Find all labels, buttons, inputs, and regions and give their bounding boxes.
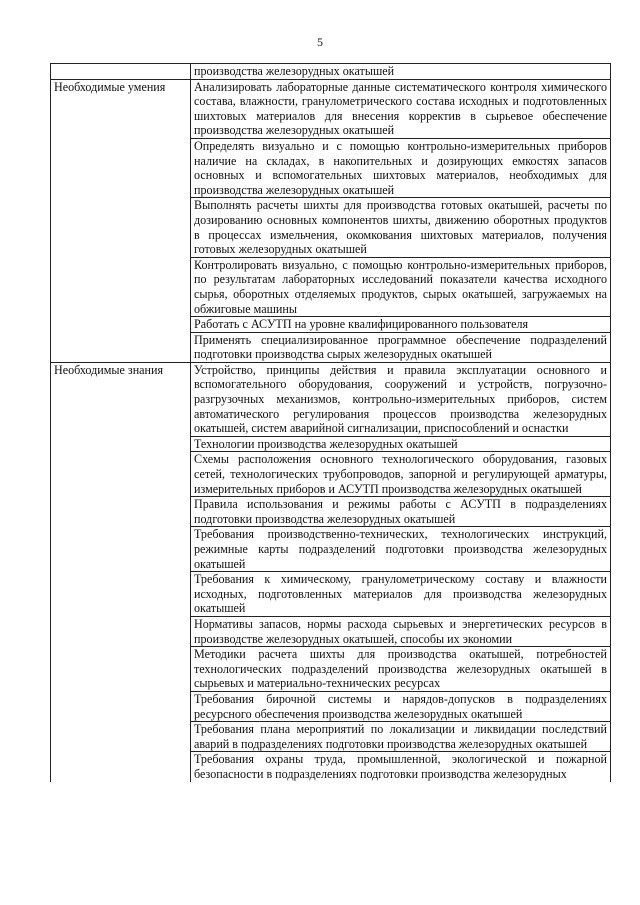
table-row <box>51 362 611 436</box>
table-cell: Технологии производства железорудных окатышей <box>191 436 611 452</box>
table-cell: Нормативы запасов, нормы расхода сырьевых и энергетических ресурсов в производстве железорудных окатышей, способы их экономии <box>191 616 611 646</box>
table-cell: Требования плана мероприятий по локализации и ликвидации последствий аварий в подразделениях подготовки производства железорудных окатышей <box>191 722 611 752</box>
table-row <box>51 64 611 80</box>
table-cell: Требования производственно-технических, технологических инструкций, режимные карты подразделений подготовки производства железорудных окатышей <box>191 527 611 572</box>
row-label <box>51 64 191 80</box>
table-cell: Контролировать визуально, с помощью контрольно-измерительных приборов, по результатам лабораторных исследований показатели качества исходного сырья, оборотных отделяемых продуктов, сырых окатышей, загружаемых на обжиговые машины <box>191 257 611 316</box>
row-label-knowledge: Необходимые знания <box>51 362 191 781</box>
table-cell: Устройство, принципы действия и правила эксплуатации основного и вспомогательного оборудования, сооружений и устройств, погрузочно-разгрузочных механизмов, контрольно-измерительных приборов, систем автоматического регулирования процессов производства железорудных окатышей, систем аварийной сигнализации, приспособлений и оснастки <box>191 362 611 436</box>
table-cell: Требования к химическому, гранулометрическому составу и влажности исходных, подготовленных материалов для производства железорудных окатышей <box>191 572 611 617</box>
table-row <box>51 79 611 138</box>
table-cell: Требования охраны труда, промышленной, экологической и пожарной безопасности в подразделениях подготовки производства железорудных <box>191 752 611 782</box>
table-cell: производства железорудных окатышей <box>191 64 611 80</box>
requirements-table <box>50 63 611 782</box>
page-number: 5 <box>317 35 323 49</box>
table-cell: Выполнять расчеты шихты для производства готовых окатышей, расчеты по дозированию основных компонентов шихты, движению оборотных продуктов в процессах измельчения, окомкования шихтовых материалов, получения готовых железорудных окатышей <box>191 198 611 257</box>
table-cell: Анализировать лабораторные данные систематического контроля химического состава, влажности, гранулометрического состава исходных и подготовленных шихтовых материалов для внесения корректив в сырьевое обеспечение производства железорудных окатышей <box>191 79 611 138</box>
table-cell: Правила использования и режимы работы с АСУТП в подразделениях подготовки производства железорудных окатышей <box>191 497 611 527</box>
table-cell: Требования бирочной системы и нарядов-допусков в подразделениях ресурсного обеспечения производства железорудных окатышей <box>191 691 611 721</box>
row-label-skills: Необходимые умения <box>51 79 191 362</box>
table-cell: Методики расчета шихты для производства окатышей, потребностей технологических подразделений производства железорудных окатышей в сырьевых и материально-технических ресурсах <box>191 647 611 692</box>
table-cell: Работать с АСУТП на уровне квалифицированного пользователя <box>191 317 611 333</box>
table-cell: Определять визуально и с помощью контрольно-измерительных приборов наличие на складах, в накопительных и дозирующих емкостях запасов основных и вспомогательных шихтовых материалов, необходимых для производства железорудных окатышей <box>191 138 611 197</box>
table-cell: Схемы расположения основного технологического оборудования, газовых сетей, технологических трубопроводов, запорной и регулирующей арматуры, измерительных приборов и АСУТП производства железорудных окатышей <box>191 452 611 497</box>
table-cell: Применять специализированное программное обеспечение подразделений подготовки производства сырых железорудных окатышей <box>191 332 611 362</box>
